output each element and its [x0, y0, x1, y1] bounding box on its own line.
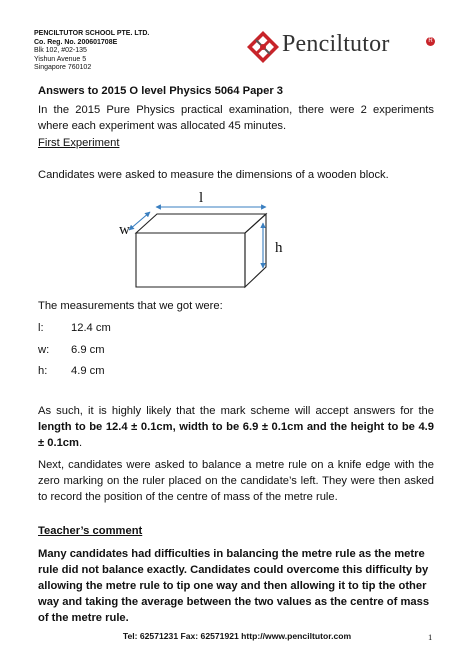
- length-label: l: [199, 190, 204, 206]
- width-arrow: [129, 212, 150, 230]
- measurement-label-length: l:: [38, 322, 44, 334]
- first-experiment-text: Candidates were asked to measure the dimensions of a wooden block.: [38, 169, 389, 181]
- org-name: PENCILTUTOR SCHOOL PTE. LTD.: [34, 30, 150, 37]
- footer-contact: Tel: 62571231 Fax: 62571921 http://www.penciltutor.com: [122, 631, 352, 641]
- page-number: 1: [428, 632, 433, 642]
- org-reg-no: Co. Reg. No. 200601708E: [34, 38, 118, 46]
- measurement-value-length: 12.4 cm: [71, 322, 111, 334]
- mark-scheme-end: .: [78, 437, 83, 449]
- org-address: [34, 30, 149, 73]
- measurement-label-width: w:: [38, 344, 50, 356]
- wooden-block-diagram: [110, 185, 310, 290]
- block-outline: [136, 214, 266, 287]
- org-address-line: Singapore 760102: [34, 64, 92, 72]
- logo-emblem-icon: [246, 30, 280, 64]
- intro-paragraph: In the 2015 Pure Physics practical examination, there were 2 experiments where each experiment was allocated 45 minutes.: [38, 104, 434, 132]
- mark-scheme-answer: length to be 12.4 ± 0.1cm, width to be 6.9 ± 0.1cm and the height to be 4.9 ± 0.1cm: [38, 421, 434, 449]
- measurement-value-width: 6.9 cm: [71, 344, 105, 356]
- teacher-comment-heading: Teacher’s comment: [38, 525, 143, 537]
- penciltutor-logo: [246, 30, 446, 64]
- teacher-comment-text: Many candidates had difficulties in balancing the metre rule as the metre rule did not balance exactly. Candidates could overcome this difficulty by allowing the metre rule to tip one way and then allowing it to tip the other way and taking the average between the two values as the centre of mass of the metre rule.: [38, 548, 430, 624]
- document-title: Answers to 2015 O level Physics 5064 Paper 3: [38, 85, 284, 97]
- mark-scheme-paragraph: [38, 403, 434, 451]
- measurements-intro: The measurements that we got were:: [38, 300, 223, 312]
- measurement-label-height: h:: [38, 365, 48, 377]
- width-label: w: [119, 222, 130, 238]
- org-address-line: Yishun Avenue 5: [34, 55, 87, 63]
- registered-mark-icon: R: [426, 37, 435, 46]
- measurement-value-height: 4.9 cm: [71, 365, 105, 377]
- mark-scheme-text: As such, it is highly likely that the mark scheme will accept answers for the: [38, 405, 434, 417]
- first-experiment-heading: First Experiment: [38, 137, 120, 149]
- height-label: h: [275, 240, 283, 256]
- logo-wordmark: Penciltutor: [282, 31, 390, 57]
- org-address-line: Blk 102, #02-135: [34, 47, 87, 55]
- metre-rule-paragraph: Next, candidates were asked to balance a metre rule on a knife edge with the zero marking on the ruler placed on the candidate’s left. They were then asked to record the position of the centre of mass of the metre rule.: [38, 459, 434, 503]
